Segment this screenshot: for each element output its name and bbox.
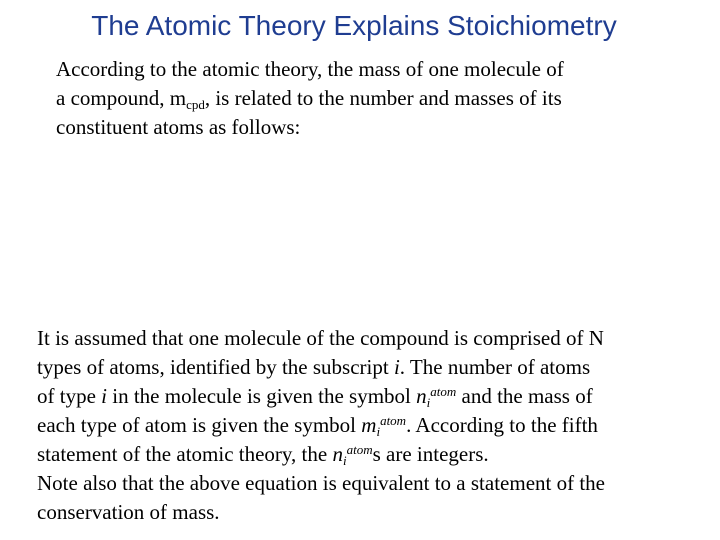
symbol-subscript: i [376,424,381,439]
mass-subscript: cpd [186,97,205,112]
atom-count-symbol: n [332,442,343,466]
explanation-text: s are integers. [372,442,489,466]
explanation-text: . According to the fifth [406,413,598,437]
intro-text: a compound, m [56,86,187,110]
explanation-text: types of atoms, identified by the subscript [37,355,394,379]
symbol-subscript: i [426,395,431,410]
explanation-line: Note also that the above equation is equivalent to a statement of the [37,471,605,495]
subscript-symbol: i [101,384,107,408]
intro-line: constituent atoms as follows: [56,115,301,139]
symbol-superscript: atom [346,442,373,457]
explanation-paragraph [37,324,707,527]
subscript-symbol: i [393,355,400,379]
explanation-text: each type of atom is given the symbol [37,413,362,437]
intro-line: According to the atomic theory, the mass of one molecule of [56,57,564,81]
explanation-line: It is assumed that one molecule of the compound is comprised of N [37,326,604,350]
atom-mass-symbol: m [361,413,377,437]
symbol-superscript: atom [430,384,457,399]
explanation-line: conservation of mass. [37,500,220,524]
explanation-line [37,353,707,382]
explanation-line [37,411,707,440]
intro-text: , is related to the number and masses of its [204,86,562,110]
atom-count-symbol: n [416,384,427,408]
slide-title: The Atomic Theory Explains Stoichiometry [91,10,617,41]
symbol-superscript: atom [380,413,407,428]
intro-line [56,84,676,113]
explanation-text: in the molecule is given the symbol [107,384,417,408]
equation-area [56,150,676,310]
intro-paragraph [56,55,676,142]
explanation-line [37,440,707,469]
explanation-text: and the mass of [456,384,593,408]
explanation-text: of type [37,384,102,408]
explanation-line [37,382,707,411]
explanation-text: statement of the atomic theory, the [37,442,333,466]
explanation-text: . The number of atoms [399,355,591,379]
symbol-subscript: i [342,453,347,468]
